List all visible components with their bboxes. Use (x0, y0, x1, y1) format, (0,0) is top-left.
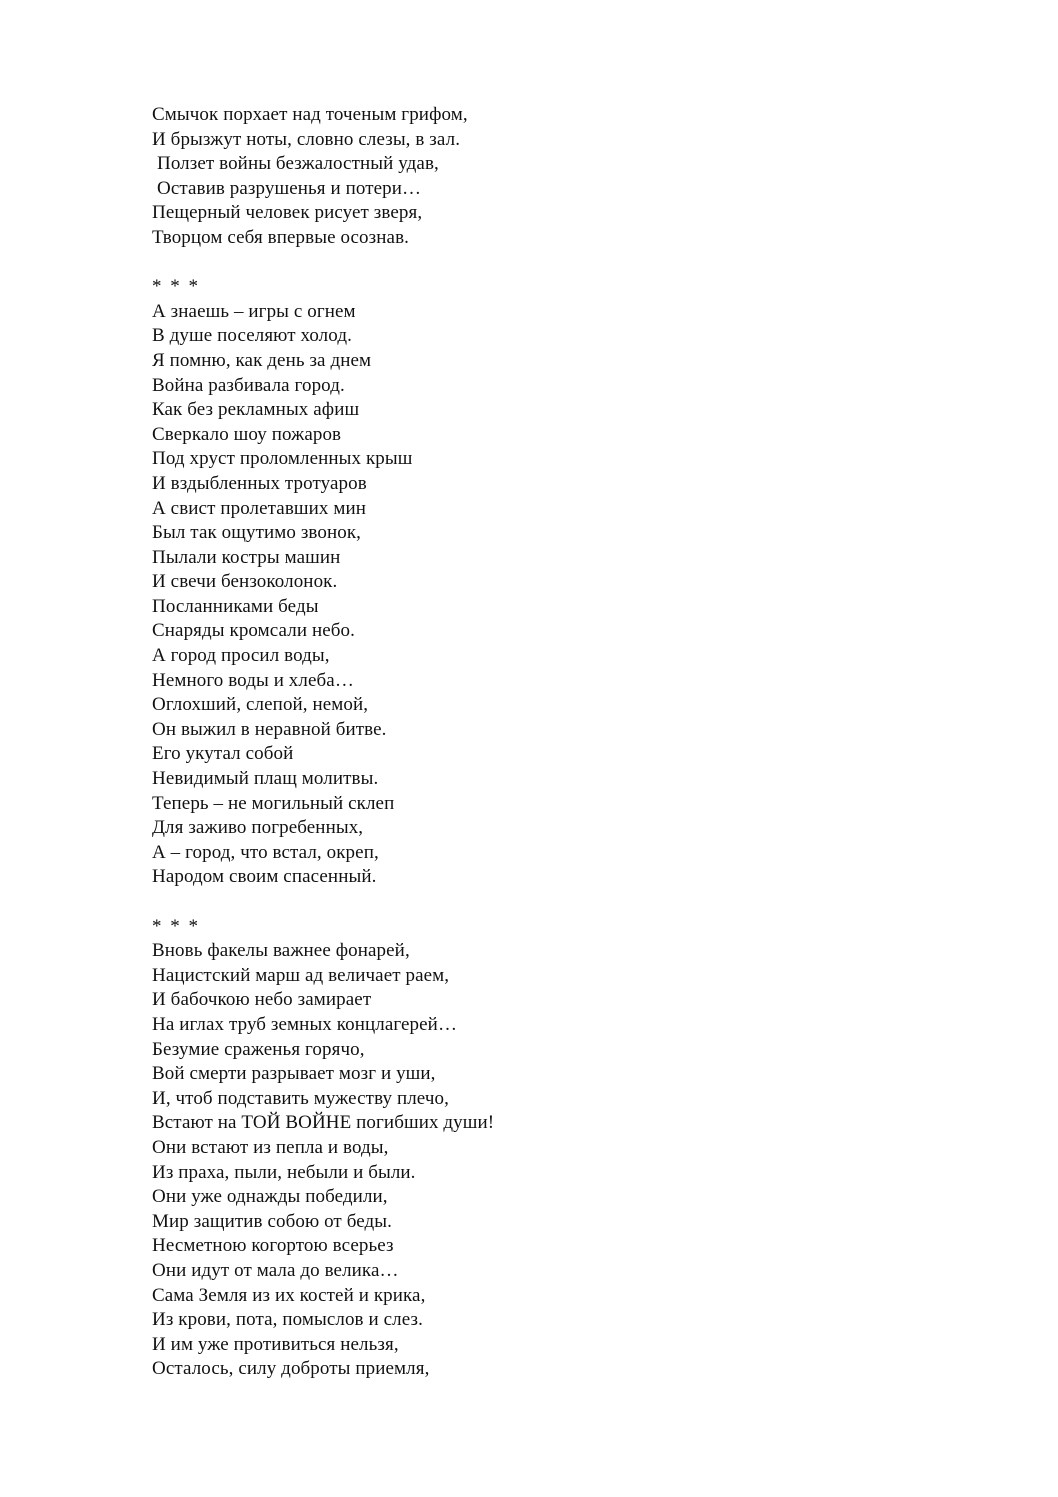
poem-torches (152, 939, 972, 1382)
poem-line: А город просил воды, (152, 645, 330, 667)
poem-text-body (152, 103, 972, 1382)
poem-separator: * * * (152, 276, 200, 298)
poem-city (152, 300, 972, 890)
poem-line: И бабочкою небо замирает (152, 989, 372, 1011)
poem-line: Вновь факелы важнее фонарей, (152, 940, 410, 962)
poem-line: Сама Земля из их костей и крика, (152, 1284, 426, 1306)
poem-line: Вой смерти разрывает мозг и уши, (152, 1063, 436, 1085)
poem-line: Война разбивала город. (152, 374, 345, 396)
poem-line: Из крови, пота, помыслов и слез. (152, 1309, 423, 1331)
poem-line: Творцом себя впервые осознав. (152, 226, 409, 248)
poem-line: А свист пролетавших мин (152, 497, 367, 519)
stanza-gap (152, 890, 972, 915)
poem-line: Он выжил в неравной битве. (152, 718, 387, 740)
poem-line: А – город, что встал, окреп, (152, 841, 379, 863)
poem-line: И вздыбленных тротуаров (152, 472, 367, 494)
poem-line: Они уже однажды победили, (152, 1186, 388, 1208)
poem-line: Посланниками беды (152, 595, 319, 617)
poem-line: Сверкало шоу пожаров (152, 423, 342, 445)
stanza-intro (152, 103, 972, 251)
poem-line: Я помню, как день за днем (152, 349, 372, 371)
poem-line: На иглах труб земных концлагерей… (152, 1013, 458, 1035)
poem-line: Немного воды и хлеба… (152, 669, 354, 691)
poem-line: Оставив разрушенья и потери… (157, 177, 422, 199)
poem-line: Народом своим спасенный. (152, 866, 377, 888)
poem-line: Ползет войны безжалостный удав, (157, 153, 439, 175)
poem-line: Из праха, пыли, небыли и были. (152, 1161, 416, 1183)
poem-line: Невидимый плащ молитвы. (152, 768, 379, 790)
poem-line: И брызжут ноты, словно слезы, в зал. (152, 128, 461, 150)
poem-line: Под хруст проломленных крыш (152, 448, 413, 470)
poem-line: Как без рекламных афиш (152, 399, 360, 421)
poem-line: Смычок порхает над точеным грифом, (152, 104, 468, 125)
poem-line: Для заживо погребенных, (152, 817, 364, 839)
poem-line: Снаряды кромсали небо. (152, 620, 355, 642)
poem-line: Безумие сраженья горячо, (152, 1038, 365, 1060)
poem-line: Оглохший, слепой, немой, (152, 694, 369, 716)
poem-line: Пылали костры машин (152, 546, 341, 568)
stanza-gap (152, 251, 972, 276)
poem-line: Несметною когортою всерьез (152, 1235, 394, 1257)
poem-line: Нацистский марш ад величает раем, (152, 964, 450, 986)
poem-separator: * * * (152, 915, 200, 937)
poem-line: Они идут от мала до велика… (152, 1259, 399, 1281)
poem-line: Пещерный человек рисует зверя, (152, 202, 423, 224)
poem-line: Теперь – не могильный склеп (152, 792, 395, 814)
poem-line: Его укутал собой (152, 743, 294, 765)
poem-line: Мир защитив собою от беды. (152, 1210, 392, 1232)
poem-line: Был так ощутимо звонок, (152, 522, 362, 544)
poem-line: И, чтоб подставить мужеству плечо, (152, 1087, 449, 1109)
poem-line: Осталось, силу доброты приемля, (152, 1358, 430, 1380)
poem-line: Они встают из пепла и воды, (152, 1136, 389, 1158)
poem-line: И им уже противиться нельзя, (152, 1333, 399, 1355)
poem-line: А знаешь – игры с огнем (152, 300, 356, 322)
poem-line: И свечи бензоколонок. (152, 571, 338, 593)
poem-line: В душе поселяют холод. (152, 325, 352, 347)
poem-line: Встают на ТОЙ ВОЙНЕ погибших души! (152, 1112, 495, 1134)
